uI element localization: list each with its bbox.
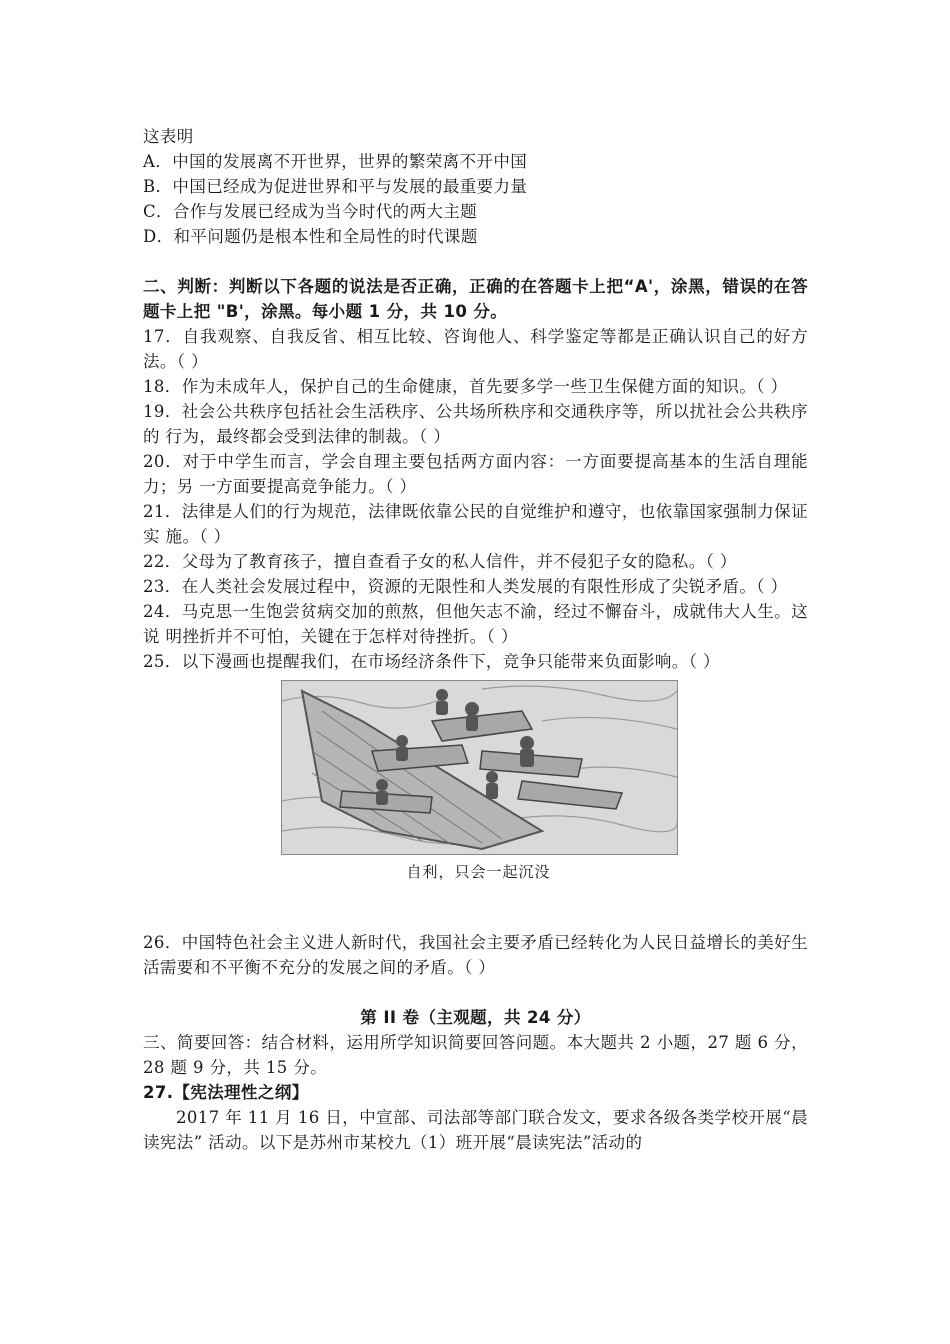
judgment-23: 23．在人类社会发展过程中，资源的无限性和人类发展的有限性形成了尖锐矛盾。（ ） bbox=[143, 577, 788, 596]
question-intro: 这表明 bbox=[143, 127, 194, 146]
judgment-21: 21．法律是人们的行为规范，法律既依靠公民的自觉维护和遵守，也依靠国家强制力保证实 施。（ ） bbox=[143, 502, 808, 546]
judgment-18: 18．作为未成年人，保护自己的生命健康，首先要多学一些卫生保健方面的知识。（ ） bbox=[143, 377, 788, 396]
judgment-17: 17．自我观察、自我反省、相互比较、咨询他人、科学鉴定等都是正确认识自己的好方法。（ ） bbox=[143, 327, 808, 371]
section-2-header: 二、判断：判断以下各题的说法是否正确，正确的在答题卡上把“A'，涂黑，错误的在答题卡上把 "B'，涂黑。每小题 1 分，共 10 分。 bbox=[143, 277, 808, 321]
part-2-title: 第 II 卷（主观题，共 24 分） bbox=[360, 1008, 591, 1027]
question-27-title: 27.【宪法理性之纲】 bbox=[143, 1083, 309, 1102]
question-27-text: 2017 年 11 月 16 日，中宣部、司法部等部门联合发文，要求各级各类学校开展“晨读宪法” 活动。以下是苏州市某校九（1）班开展“晨读宪法”活动的 bbox=[143, 1108, 808, 1152]
option-a: A．中国的发展离不开世界，世界的繁荣离不开中国 bbox=[143, 152, 528, 171]
cartoon-figure bbox=[281, 680, 676, 882]
judgment-22: 22．父母为了教育孩子，擅自查看子女的私人信件，并不侵犯子女的隐私。（ ） bbox=[143, 552, 737, 571]
judgment-19: 19．社会公共秩序包括社会生活秩序、公共场所秩序和交通秩序等，所以扰社会公共秩序的 行为，最终都会受到法律的制裁。（ ） bbox=[143, 402, 808, 446]
judgment-24: 24．马克思一生饱尝贫病交加的煎熬，但他矢志不渝，经过不懈奋斗，成就伟大人生。这说 明挫折并不可怕，关键在于怎样对待挫折。（ ） bbox=[143, 602, 808, 646]
judgment-26: 26．中国特色社会主义进人新时代，我国社会主要矛盾已经转化为人民日益增长的美好生活需要和不平衡不充分的发展之间的矛盾。（ ） bbox=[143, 933, 808, 977]
option-d: D．和平问题仍是根本性和全局性的时代课题 bbox=[143, 227, 478, 246]
option-c: C．合作与发展已经成为当今时代的两大主题 bbox=[143, 202, 478, 221]
judgment-25: 25．以下漫画也提醒我们，在市场经济条件下，竞争只能带来负面影响。（ ） bbox=[143, 652, 720, 671]
section-3-header: 三、简要回答：结合材料，运用所学知识简要回答问题。本大题共 2 小题，27 题 6 分，28 题 9 分，共 15 分。 bbox=[143, 1033, 808, 1077]
judgment-20: 20．对于中学生而言，学会自理主要包括两方面内容：一方面要提高基本的生活自理能力；另 一方面要提高竞争能力。（ ） bbox=[143, 452, 808, 496]
cartoon-caption: 自利，只会一起沉没 bbox=[406, 863, 551, 881]
cartoon-image bbox=[281, 680, 678, 855]
document-page bbox=[143, 124, 808, 1155]
option-b: B．中国已经成为促进世界和平与发展的最重要力量 bbox=[143, 177, 528, 196]
